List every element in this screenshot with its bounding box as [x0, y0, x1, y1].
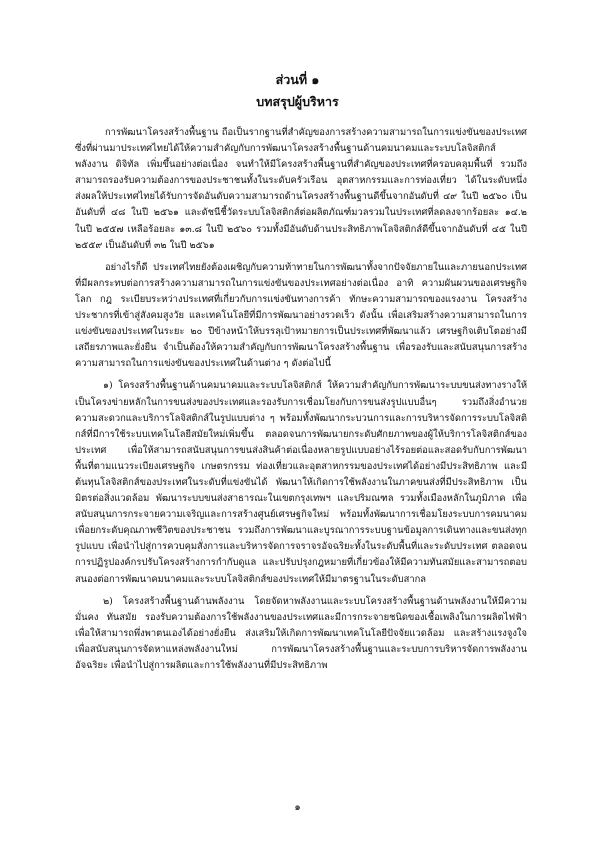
section-title: ส่วนที่ ๑ — [275, 72, 320, 87]
document-body — [75, 125, 527, 680]
page-number: ๑ — [294, 802, 301, 813]
paragraph-energy: ๒) โครงสร้างพื้นฐานด้านพลังงาน โดยจัดหาพลังงานและระบบโครงสร้างพื้นฐานด้านพลังงานให้มีความมั่นคง ทันสมัย รองรับความต้องการใช้พลังงานของประเทศและมีการกระจายชนิดของเชื้อเพลิงในการผลิตไฟฟ้า เพื่อให้สามารถพึ่งพาตนเองได้อย่างยั่งยืน ส่งเสริมให้เกิดการพัฒนาเทคโนโลยีปัจจัยแวดล้อม และสร้างแรงจูงใจ เพื่อสนับสนุนการจัดหาแหล่งพลังงานใหม่ การพัฒนาโครงสร้างพื้นฐานและระบบการบริหารจัดการพลังงานอัจฉริยะ เพื่อนำไปสู่การผลิตและการใช้พลังงานที่มีประสิทธิภาพ — [75, 595, 527, 671]
paragraph-transport: ๑) โครงสร้างพื้นฐานด้านคมนาคมและระบบโลจิสติกส์ ให้ความสำคัญกับการพัฒนาระบบขนส่งทางรางให้เป็นโครงข่ายหลักในการขนส่งของประเทศและรองรับการเชื่อมโยงกับการขนส่งรูปแบบอื่นๆ รวมถึงสิ่งอำนวยความสะดวกและบริการโลจิสติกส์ในรูปแบบต่าง ๆ พร้อมทั้งพัฒนากระบวนการและการบริหารจัดการระบบโลจิสติกส์ที่มีการใช้ระบบเทคโนโลยีสมัยใหม่เพิ่มขึ้น ตลอดจนการพัฒนายกระดับศักยภาพของผู้ให้บริการโลจิสติกส์ของประเทศ เพื่อให้สามารถสนับสนุนการขนส่งสินค้าต่อเนื่องหลายรูปแบบอย่างไร้รอยต่อและสอดรับกับการพัฒนาพื้นที่ตามแนวระเบียงเศรษฐกิจ เกษตรกรรม ท่องเที่ยวและอุตสาหกรรมของประเทศได้อย่างมีประสิทธิภาพ และมีต้นทุนโลจิสติกส์ของประเทศในระดับที่แข่งขันได้ พัฒนาให้เกิดการใช้พลังงานในภาคขนส่งที่มีประสิทธิภาพ เป็นมิตรต่อสิ่งแวดล้อม พัฒนาระบบขนส่งสาธารณะในเขตกรุงเทพฯ และปริมณฑล รวมทั้งเมืองหลักในภูมิภาค เพื่อสนับสนุนการกระจายความเจริญและการสร้างศูนย์เศรษฐกิจใหม่ พร้อมทั้งพัฒนาการเชื่อมโยงระบบการคมนาคมเพื่อยกระดับคุณภาพชีวิตของประชาชน รวมถึงการพัฒนาและบูรณาการระบบฐานข้อมูลการเดินทางและขนส่งทุกรูปแบบ เพื่อนำไปสู่การควบคุมสั่งการและบริหารจัดการจราจรอัจฉริยะทั้งในระดับพื้นที่และระดับประเทศ ตลอดจนการปฏิรูปองค์กรปรับโครงสร้างการกำกับดูแล และปรับปรุงกฎหมายที่เกี่ยวข้องให้มีความทันสมัยและสามารถตอบสนองต่อการพัฒนาคมนาคมและระบบโลจิสติกส์ของประเทศให้มีมาตรฐานในระดับสากล — [75, 380, 527, 585]
page-subtitle: บทสรุปผู้บริหาร — [256, 94, 339, 109]
paragraph-challenges: อย่างไรก็ดี ประเทศไทยยังต้องเผชิญกับความท้าทายในการพัฒนาทั้งจากปัจจัยภายในและภายนอกประเทศที่มีผลกระทบต่อการสร้างความสามารถในการแข่งขันของประเทศอย่างต่อเนื่อง อาทิ ความผันผวนของเศรษฐกิจโลก กฎ ระเบียบระหว่างประเทศที่เกี่ยวกับการแข่งขันทางการค้า ทักษะความสามารถของแรงงาน โครงสร้างประชากรที่เข้าสู่สังคมสูงวัย และเทคโนโลยีที่มีการพัฒนาอย่างรวดเร็ว ดังนั้น เพื่อเสริมสร้างความสามารถในการแข่งขันของประเทศในระยะ ๒๐ ปีข้างหน้าให้บรรลุเป้าหมายการเป็นประเทศที่พัฒนาแล้ว เศรษฐกิจเติบโตอย่างมีเสถียรภาพและยั่งยืน จำเป็นต้องให้ความสำคัญกับการพัฒนาโครงสร้างพื้นฐาน เพื่อรองรับและสนับสนุนการสร้างความสามารถในการแข่งขันของประเทศในด้านต่าง ๆ ดังต่อไปนี้ — [75, 261, 527, 370]
paragraph-intro: การพัฒนาโครงสร้างพื้นฐาน ถือเป็นรากฐานที่สำคัญของการสร้างความสามารถในการแข่งขันของประเทศ ซึ่งที่ผ่านมาประเทศไทยได้ให้ความสำคัญกับการพัฒนาโครงสร้างพื้นฐานด้านคมนาคมและระบบโลจิสติกส์ พลังงาน ดิจิทัล เพิ่มขึ้นอย่างต่อเนื่อง จนทำให้มีโครงสร้างพื้นฐานที่สำคัญของประเทศที่ครอบคลุมพื้นที่ รวมถึงสามารถรองรับความต้องการของประชาชนทั้งในระดับครัวเรือน อุตสาหกรรมและการท่องเที่ยว ได้ในระดับหนึ่ง ส่งผลให้ประเทศไทยได้รับการจัดอันดับความสามารถด้านโครงสร้างพื้นฐานดีขึ้นจากอันดับที่ ๔๙ ในปี ๒๕๖๐ เป็นอันดับที่ ๔๘ ในปี ๒๕๖๑ และดัชนีชี้วัดระบบโลจิสติกส์ต่อผลิตภัณฑ์มวลรวมในประเทศที่ลดลงจากร้อยละ ๑๔.๒ ในปี ๒๕๕๗ เหลือร้อยละ ๑๓.๘ ในปี ๒๕๖๐ รวมทั้งมีอันดับด้านประสิทธิภาพโลจิสติกส์ดีขึ้นจากอันดับที่ ๔๕ ในปี ๒๕๕๙ เป็นอันดับที่ ๓๒ ในปี ๒๕๖๑ — [75, 127, 527, 251]
